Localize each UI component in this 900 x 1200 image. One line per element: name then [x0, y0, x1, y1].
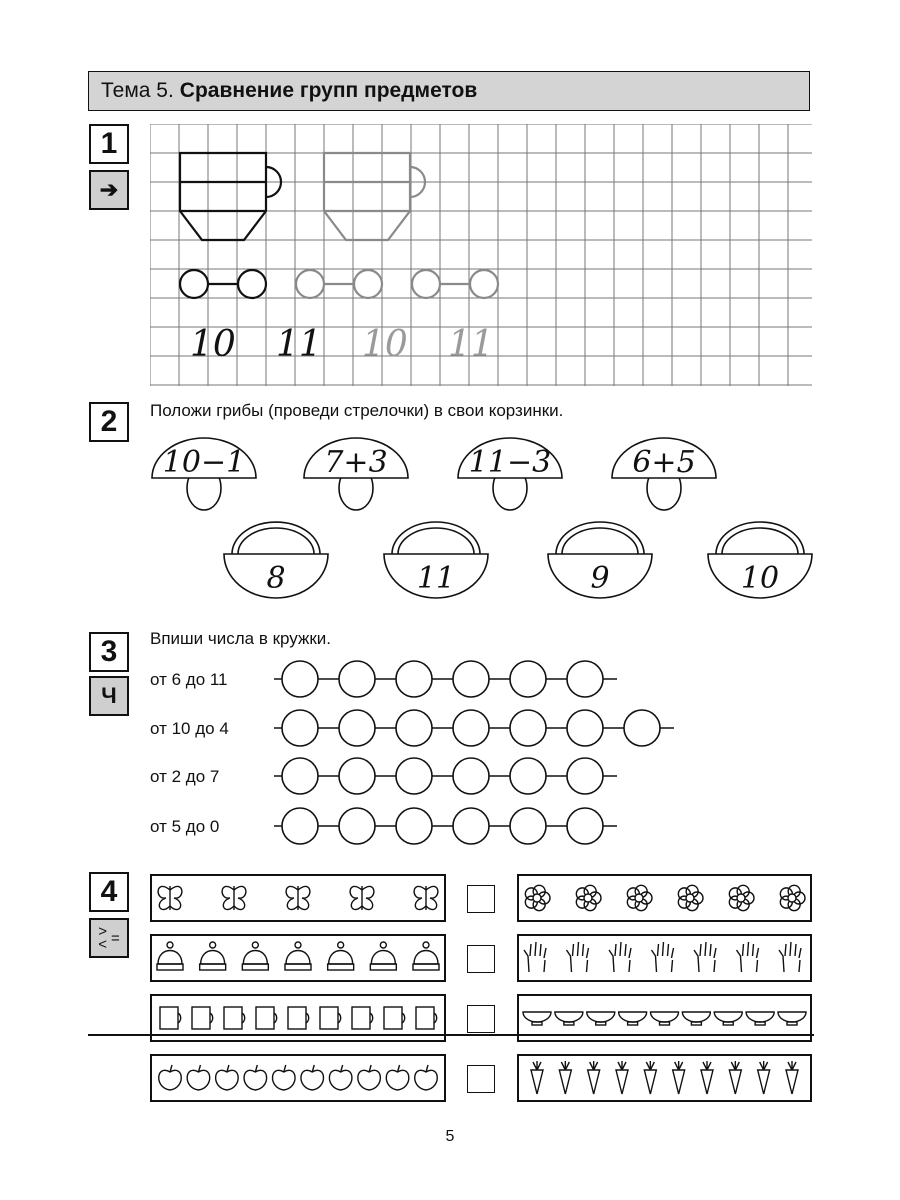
copy-digits-grey-11: 11	[448, 324, 494, 365]
basket-3	[548, 522, 652, 598]
number-circle	[453, 808, 489, 844]
compare-answer-box-4[interactable]	[467, 1065, 495, 1093]
basket-1	[224, 522, 328, 598]
task-3-instruction: Впиши числа в кружки.	[150, 629, 332, 648]
number-circle	[396, 710, 432, 746]
number-circle	[567, 758, 603, 794]
number-circle	[396, 758, 432, 794]
circle-chain-2	[274, 710, 674, 746]
mushroom-4	[612, 438, 716, 510]
circle-chain-4	[274, 808, 617, 844]
basket-number: 8	[266, 561, 286, 596]
number-circle	[282, 710, 318, 746]
circle-chain-1	[274, 661, 617, 697]
dumbbell-grey-1	[296, 270, 382, 298]
number-circle	[567, 661, 603, 697]
basket-number: 10	[740, 561, 780, 596]
task-2-illustration	[140, 430, 840, 620]
number-circle	[339, 710, 375, 746]
number-circle	[282, 661, 318, 697]
number-circle	[396, 661, 432, 697]
less-sign: <	[98, 936, 107, 953]
arrow-right-icon: ➔	[89, 170, 129, 210]
task-2-instruction: Положи грибы (проведи стрелочки) в свои корзинки.	[150, 401, 564, 420]
number-circle	[567, 808, 603, 844]
number-circle	[510, 808, 546, 844]
compare-answer-box-1[interactable]	[467, 885, 495, 913]
sequence-label-4: от 5 до 0	[150, 817, 220, 836]
strip-flowers	[517, 874, 812, 922]
dumbbell-black	[180, 270, 266, 298]
mushroom-2	[304, 438, 408, 510]
mug-drawing-grey	[324, 153, 425, 240]
copy-digits-black-10: 10	[190, 324, 236, 365]
mushroom-1	[152, 438, 256, 510]
basket-2	[384, 522, 488, 598]
number-circle	[453, 661, 489, 697]
sequence-label-1: от 6 до 11	[150, 670, 228, 689]
mushroom-expression: 7+3	[324, 445, 388, 480]
topic-title: Сравнение групп предметов	[179, 79, 478, 102]
strip-carrots	[517, 1054, 812, 1102]
mushroom-expression: 10−1	[162, 445, 246, 480]
task-1-grid	[150, 124, 812, 386]
number-circle	[282, 808, 318, 844]
number-circle	[396, 808, 432, 844]
letter-ch-icon: Ч	[89, 676, 129, 716]
mushroom-expression: 6+5	[632, 445, 696, 480]
sequence-label-3: от 2 до 7	[150, 767, 220, 786]
basket-number: 9	[590, 561, 610, 596]
footer-divider	[88, 1034, 814, 1036]
strip-butterflies	[150, 874, 446, 922]
equal-sign: =	[111, 929, 120, 947]
number-circle	[339, 758, 375, 794]
copy-digits-grey-10: 10	[362, 324, 408, 365]
topic-prefix: Тема 5.	[101, 79, 174, 102]
sequence-label-2: от 10 до 4	[150, 719, 229, 738]
greater-sign: >	[98, 923, 107, 940]
basket-number: 11	[416, 561, 456, 596]
mushroom-3	[458, 438, 562, 510]
number-circle	[453, 758, 489, 794]
number-circle	[510, 758, 546, 794]
copy-digits-black-11: 11	[276, 324, 322, 365]
compare-answer-box-2[interactable]	[467, 945, 495, 973]
task-2-number: 2	[89, 402, 129, 442]
page-number: 5	[445, 1128, 455, 1145]
number-circle-chains	[270, 655, 690, 855]
circle-chain-3	[274, 758, 617, 794]
dumbbell-grey-2	[412, 270, 498, 298]
task-4-number: 4	[89, 872, 129, 912]
number-circle	[510, 710, 546, 746]
topic-header	[88, 71, 810, 111]
strip-apples	[150, 1054, 446, 1102]
task-1-number: 1	[89, 124, 129, 164]
basket-4	[708, 522, 812, 598]
compare-signs-icon	[89, 918, 129, 958]
task-3-number: 3	[89, 632, 129, 672]
number-circle	[282, 758, 318, 794]
strip-gloves	[517, 934, 812, 982]
number-circle	[339, 808, 375, 844]
mushroom-expression: 11−3	[468, 445, 552, 480]
number-circle	[453, 710, 489, 746]
number-circle	[624, 710, 660, 746]
number-circle	[339, 661, 375, 697]
number-circle	[567, 710, 603, 746]
strip-hats	[150, 934, 446, 982]
compare-answer-box-3[interactable]	[467, 1005, 495, 1033]
number-circle	[510, 661, 546, 697]
